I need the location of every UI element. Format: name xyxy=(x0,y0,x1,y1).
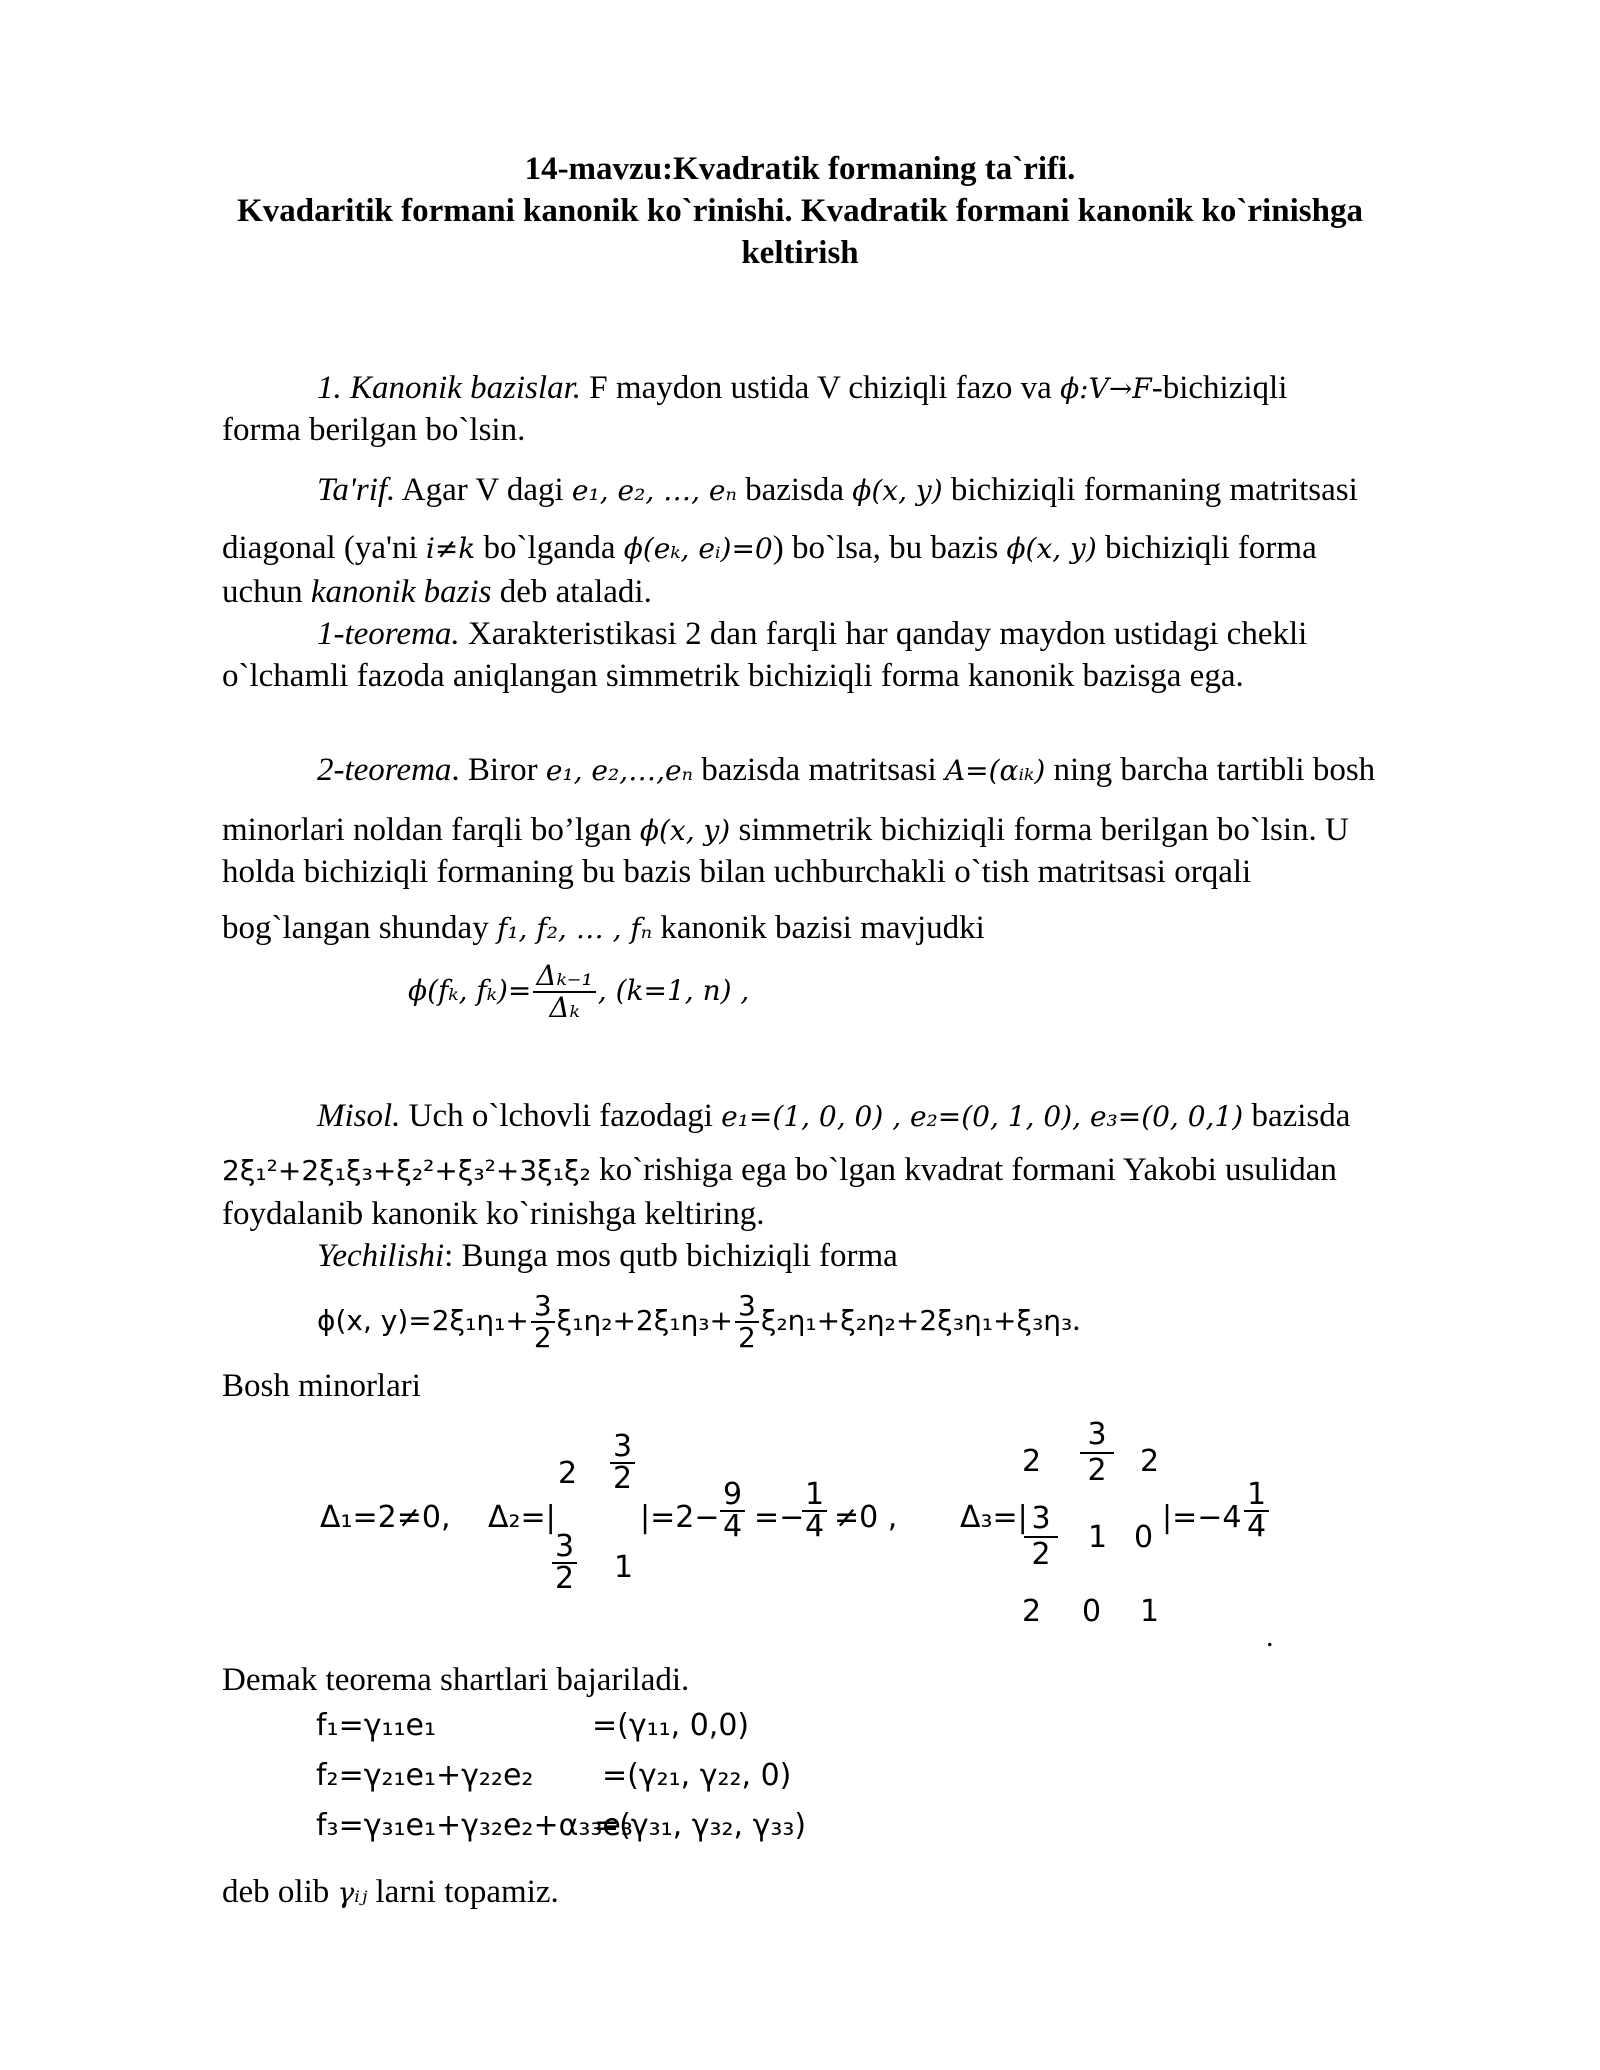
fraction-denominator: 2 xyxy=(738,1321,756,1355)
definition-line3 xyxy=(222,572,652,612)
f2-expression: f₂=γ₂₁e₁+γ₂₂e₂ xyxy=(316,1758,534,1793)
map-formula: ϕ:V→F xyxy=(1060,372,1152,405)
theorem2-formula xyxy=(408,960,749,1023)
trailing-dot: . xyxy=(1266,1620,1274,1653)
delta3-lhs: Δ₃=| xyxy=(960,1500,1028,1535)
definition-line1 xyxy=(317,470,1358,511)
delta3-m12: 3 2 xyxy=(1080,1418,1114,1488)
theorem2-line2 xyxy=(222,810,1349,851)
page-title: 14-mavzu:Kvadratik formaning ta`rifi. xyxy=(524,151,1076,187)
condition-formula: ϕ(eₖ, eᵢ)=0 xyxy=(623,532,773,565)
text: bazisda matritsasi xyxy=(692,752,945,788)
polar-part1: ϕ(x, y)=2ξ₁η₁+ xyxy=(317,1304,529,1337)
theorem1-line1 xyxy=(317,614,1307,654)
text: bo`lganda xyxy=(475,530,624,566)
text: : Bunga mos qutb bichiziqli forma xyxy=(444,1238,898,1274)
fraction-numerator: Δₖ₋₁ xyxy=(533,961,595,993)
text: ) bo`lsa, bu bazis xyxy=(772,530,1007,566)
fraction-denominator: 4 xyxy=(723,1509,743,1544)
definition-line2 xyxy=(222,528,1317,569)
polar-part3: ξ₂η₁+ξ₂η₂+2ξ₃η₁+ξ₃η₃ xyxy=(760,1304,1073,1337)
page-subtitle-line2: keltirish xyxy=(741,235,859,271)
fraction-denominator: 2 xyxy=(555,1561,575,1596)
delta2-rhs2: =− xyxy=(754,1500,805,1535)
theorem2-line3: holda bichiziqli formaning bu bazis bilan uchburchakli o`tish matritsasi orqali xyxy=(222,854,1252,890)
gamma-formula: γᵢⱼ xyxy=(337,1876,368,1909)
minors-label: Bosh minorlari xyxy=(222,1368,421,1404)
delta3-m11: 2 xyxy=(1022,1444,1042,1479)
text: Uch o`lchovli fazodagi xyxy=(400,1098,722,1134)
fraction-numerator: 3 xyxy=(735,1291,759,1323)
theorem2-line1 xyxy=(317,750,1375,791)
delta2-m11: 2 xyxy=(558,1456,578,1491)
fraction xyxy=(531,1291,555,1353)
fraction-numerator: 3 xyxy=(610,1432,635,1464)
text: ning barcha tartibli bosh xyxy=(1045,752,1376,788)
delta2-frac2 xyxy=(802,1477,827,1544)
text: bazisda xyxy=(1243,1098,1351,1134)
text: uchun xyxy=(222,574,311,610)
fraction-numerator: 1 xyxy=(1244,1480,1269,1512)
delta2-m12 xyxy=(610,1429,635,1496)
delta3-rhs: |=−4 xyxy=(1162,1500,1242,1535)
section1-heading: 1. Kanonik bazislar. xyxy=(317,370,582,406)
delta3-m21: 3 2 xyxy=(1024,1502,1058,1572)
theorem2-label: 2-teorema xyxy=(317,752,452,788)
fraction xyxy=(735,1291,759,1353)
delta2-rhs3: ≠0 , xyxy=(834,1500,898,1535)
f2-value: =(γ₂₁, γ₂₂, 0) xyxy=(602,1758,792,1793)
formula-lhs: ϕ(fₖ, fₖ)= xyxy=(408,974,532,1007)
section1-line1 xyxy=(317,368,1287,409)
delta3-m31: 2 xyxy=(1022,1594,1042,1629)
text: deb ataladi. xyxy=(491,574,652,610)
fraction-denominator: 2 xyxy=(613,1461,633,1496)
fraction-denominator: 4 xyxy=(805,1509,825,1544)
delta1: Δ₁=2≠0, xyxy=(320,1500,451,1535)
text: simmetrik bichiziqli forma berilgan bo`lsin. U xyxy=(730,812,1349,848)
text: kanonik bazisi mavjudki xyxy=(652,910,985,946)
basis-formula: e₁, e₂, …, eₙ xyxy=(571,474,737,507)
theorem1-line2: o`lchamli fazoda aniqlangan simmetrik bichiziqli forma kanonik bazisga ega. xyxy=(222,658,1244,694)
text: bichiziqli formaning matritsasi xyxy=(942,472,1358,508)
fraction-numerator: 9 xyxy=(720,1480,745,1512)
text: bog`langan shunday xyxy=(222,910,497,946)
delta3-m33: 1 xyxy=(1140,1594,1160,1629)
conclusion-text: Demak teorema shartlari bajariladi. xyxy=(222,1662,690,1698)
delta3-m13: 2 xyxy=(1140,1444,1160,1479)
delta2-frac1 xyxy=(720,1477,745,1544)
delta3-m32: 0 xyxy=(1082,1594,1102,1629)
formula-rhs: , (k=1, n) , xyxy=(597,974,750,1007)
phi-formula: ϕ(x, y) xyxy=(639,814,731,847)
fraction-denominator: 4 xyxy=(1247,1509,1267,1544)
f3-value: =(γ₃₁, γ₃₂, γ₃₃) xyxy=(594,1808,807,1843)
matrix-formula: A=(αᵢₖ) xyxy=(944,754,1046,787)
text: ko`rishiga ega bo`lgan kvadrat formani Yakobi usulidan xyxy=(590,1152,1337,1188)
text: . Biror xyxy=(451,752,546,788)
page-subtitle-line1: Kvadaritik formani kanonik ko`rinishi. Kvadratik formani kanonik ko`rinishga xyxy=(237,193,1363,229)
text: larni topamiz. xyxy=(367,1874,559,1910)
definition-label: Ta'rif. xyxy=(317,472,396,508)
fraction-numerator: 3 xyxy=(531,1291,555,1323)
delta2-rhs1: |=2− xyxy=(640,1500,720,1535)
fbasis-formula: f₁, f₂, … , fₙ xyxy=(496,912,653,945)
fraction-numerator: 1 xyxy=(802,1480,827,1512)
delta3-m23: 0 xyxy=(1134,1520,1154,1555)
solution-label: Yechilishi xyxy=(317,1238,445,1274)
theorem2-line4 xyxy=(222,908,985,949)
theorem1-label: 1-teorema. xyxy=(317,616,460,652)
fraction-denominator: 2 xyxy=(533,1321,552,1355)
final-line xyxy=(222,1872,559,1913)
example-line2 xyxy=(222,1150,1337,1191)
example-line3: foydalanib kanonik ko`rinishga keltiring. xyxy=(222,1196,765,1232)
text: minorlari noldan farqli bo’lgan xyxy=(222,812,640,848)
f1-expression: f₁=γ₁₁e₁ xyxy=(316,1708,437,1743)
text: diagonal (ya'ni xyxy=(222,530,426,566)
text: Xarakteristikasi 2 dan farqli har qanday maydon ustidagi chekli xyxy=(459,616,1308,652)
f3-expression: f₃=γ₃₁e₁+γ₃₂e₂+α₃₃e₃ xyxy=(316,1808,633,1843)
fraction-denominator: Δₖ xyxy=(549,991,580,1025)
text: deb olib xyxy=(222,1874,338,1910)
delta3-frac xyxy=(1244,1477,1269,1544)
phi-formula: ϕ(x, y) xyxy=(852,474,943,507)
quadratic-formula: 2ξ₁²+2ξ₁ξ₃+ξ₂²+ξ₃²+3ξ₁ξ₂ xyxy=(222,1154,591,1187)
delta3-m22: 1 xyxy=(1088,1520,1108,1555)
solution-line1 xyxy=(317,1236,898,1276)
text: bazisda xyxy=(736,472,853,508)
delta2-m21 xyxy=(552,1529,577,1596)
period: . xyxy=(1072,1302,1081,1338)
f1-value: =(γ₁₁, 0,0) xyxy=(592,1708,750,1743)
example-label: Misol. xyxy=(317,1098,401,1134)
text: -bichiziqli xyxy=(1151,370,1288,406)
section1-line2: forma berilgan bo`lsin. xyxy=(222,412,526,448)
polar-part2: ξ₁η₂+2ξ₁η₃+ xyxy=(556,1304,733,1337)
text: Agar V dagi xyxy=(395,472,572,508)
delta2-lhs: Δ₂=| xyxy=(488,1500,556,1535)
inequality-formula: i≠k xyxy=(425,532,476,565)
delta2-m22: 1 xyxy=(614,1550,634,1585)
polar-form-formula xyxy=(317,1290,1081,1353)
basis-formula: e₁=(1, 0, 0) , e₂=(0, 1, 0), e₃=(0, 0,1) xyxy=(721,1100,1244,1133)
term: kanonik bazis xyxy=(310,574,492,610)
text: F maydon ustida V chiziqli fazo va xyxy=(581,370,1061,406)
text: bichiziqli forma xyxy=(1096,530,1317,566)
fraction-numerator: 3 xyxy=(552,1532,577,1564)
formula-fraction xyxy=(533,961,595,1023)
phi-formula: ϕ(x, y) xyxy=(1006,532,1097,565)
basis-formula: e₁, e₂,…,eₙ xyxy=(545,754,693,787)
example-line1 xyxy=(317,1096,1350,1137)
